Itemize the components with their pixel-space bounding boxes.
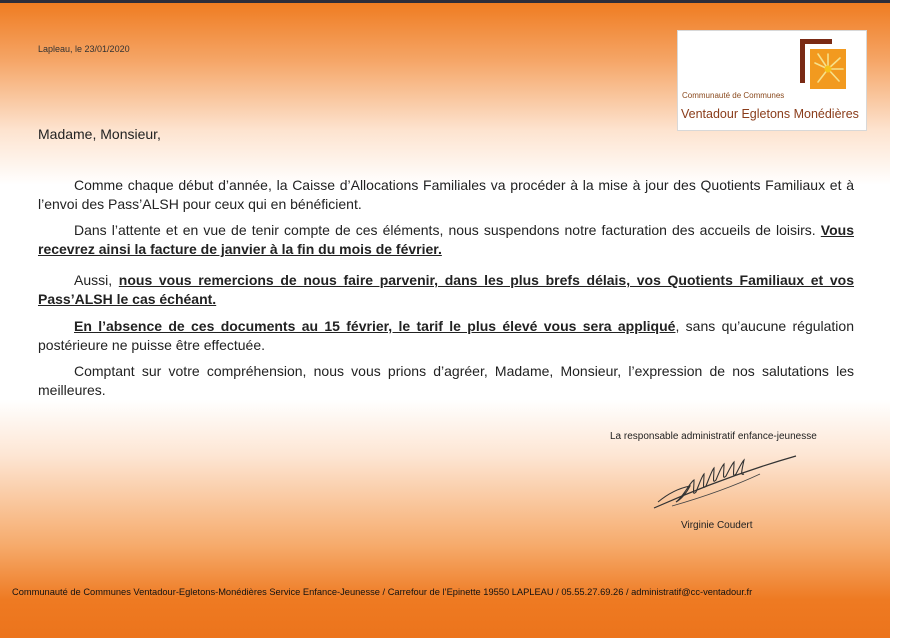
sun-logo-icon bbox=[796, 37, 850, 93]
scan-right-edge bbox=[890, 0, 898, 638]
logo-title: Ventadour Egletons Monédières bbox=[681, 107, 859, 121]
signatory-name: Virginie Coudert bbox=[681, 520, 753, 531]
paragraph-4-emphasis: En l’absence de ces documents au 15 février, le tarif le plus élevé vous sera appliqué bbox=[74, 318, 676, 334]
paragraph-1: Comme chaque début d’année, la Caisse d’Allocations Familiales va procéder à la mise à jour des Quotients Familiaux et à l’envoi des Pass’ALSH pour ceux qui en bénéficient. bbox=[38, 177, 854, 212]
paragraph-4-text: , sans qu’aucune régulation postérieure ne puisse être effectuée. bbox=[38, 318, 854, 353]
paragraph-3 bbox=[38, 271, 854, 309]
salutation: Madame, Monsieur, bbox=[38, 126, 161, 142]
paragraph-3-text: Aussi, bbox=[74, 272, 119, 288]
footer-address: Communauté de Communes Ventadour-Egletons-Monédières Service Enfance-Jeunesse / Carrefour de l’Epinette 19550 LAPLEAU / 05.55.27.69.26 / administratif@cc-ventadour.fr bbox=[12, 587, 753, 597]
paragraph-5: Comptant sur votre compréhension, nous vous prions d’agréer, Madame, Monsieur, l’expression de nos salutations les meilleures. bbox=[38, 363, 854, 398]
organization-logo bbox=[677, 30, 867, 131]
handwritten-signature bbox=[650, 452, 800, 516]
paragraph-2-text: Dans l’attente et en vue de tenir compte de ces éléments, nous suspendons notre facturation des accueils de loisirs. bbox=[74, 222, 821, 238]
paragraph-2-emphasis: Vous recevrez ainsi la facture de janvier à la fin du mois de février. bbox=[38, 222, 854, 257]
paragraph-2 bbox=[38, 221, 854, 259]
paragraph-3-emphasis: nous vous remercions de nous faire parvenir, dans les plus brefs délais, vos Quotients Familiaux et vos Pass’ALSH le cas échéant. bbox=[38, 272, 855, 307]
signatory-role: La responsable administratif enfance-jeunesse bbox=[610, 431, 817, 442]
logo-subtitle: Communauté de Communes bbox=[682, 91, 785, 100]
letter-date: Lapleau, le 23/01/2020 bbox=[38, 44, 130, 54]
scan-top-edge bbox=[0, 0, 898, 3]
paragraph-4 bbox=[38, 317, 854, 355]
